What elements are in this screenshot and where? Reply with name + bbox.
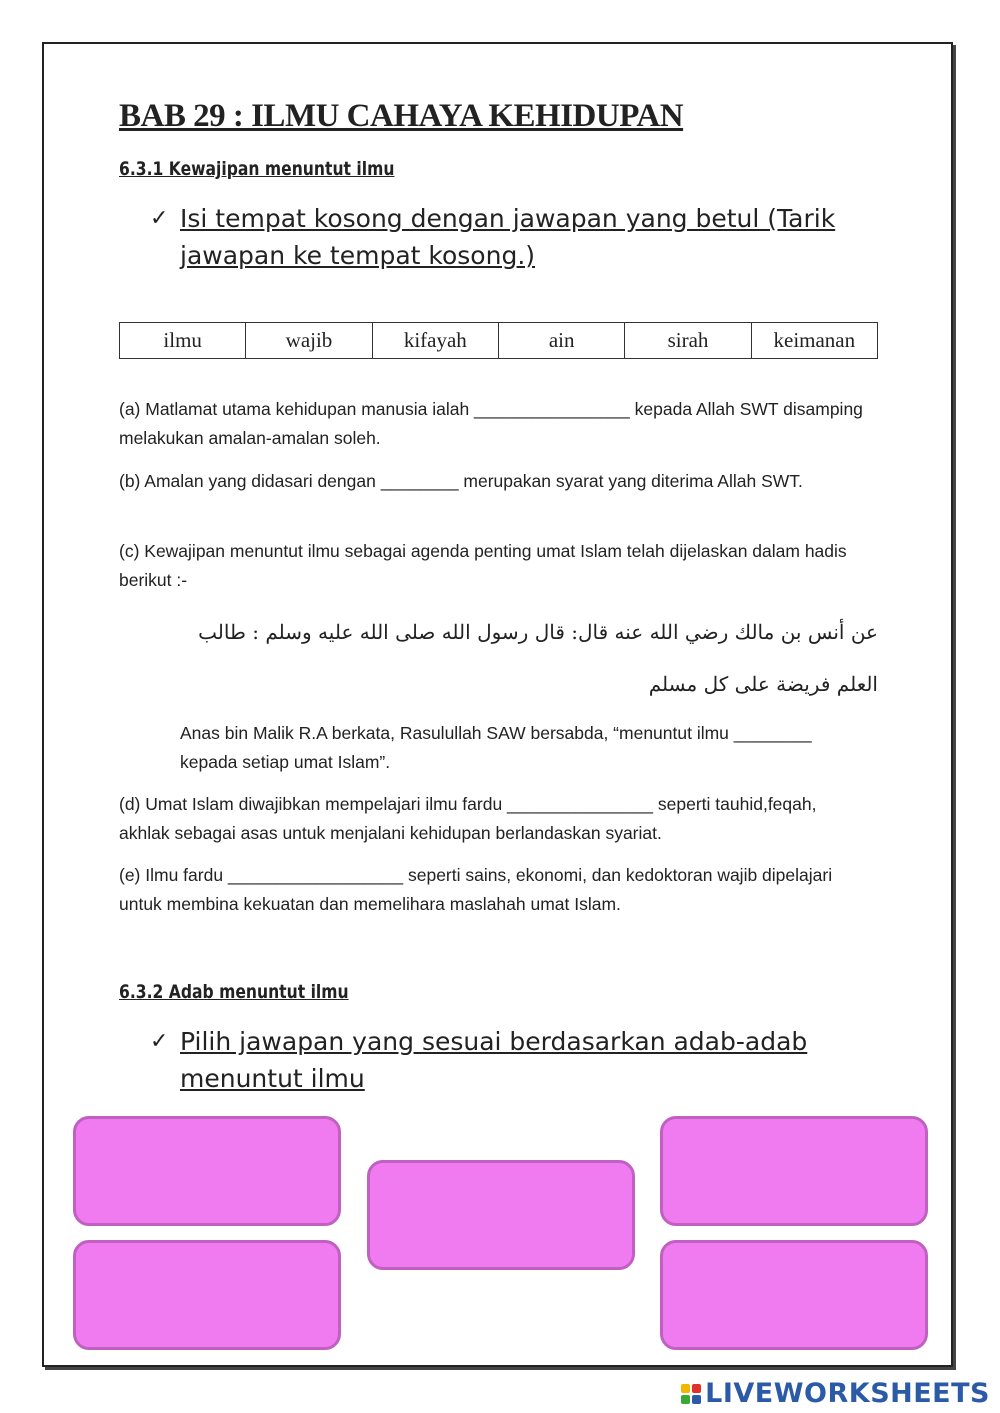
check-icon: ✓ — [150, 1029, 169, 1054]
instruction-choose — [150, 1023, 870, 1097]
liveworksheets-logo — [681, 1378, 990, 1409]
answer-box[interactable] — [660, 1240, 928, 1350]
question-a: (a) Matlamat utama kehidupan manusia ialah ________________ kepada Allah SWT disamping melakukan amalan-amalan soleh. — [119, 399, 863, 448]
word-bank-item[interactable]: ilmu — [120, 323, 246, 359]
answer-box[interactable] — [367, 1160, 635, 1270]
answer-box[interactable] — [73, 1240, 341, 1350]
hadith-arabic: عن أنس بن مالك رضي الله عنه قال: قال رسول الله صلى الله عليه وسلم : طالب العلم فريضة على كل مسلم — [198, 620, 878, 696]
answer-box[interactable] — [73, 1116, 341, 1226]
question-d: (d) Umat Islam diwajibkan mempelajari ilmu fardu _______________ seperti tauhid,feqah, akhlak sebagai asas untuk menjalani kehidupan berlandaskan syariat. — [119, 794, 817, 843]
word-bank — [119, 322, 878, 359]
section-heading-kewajipan: 6.3.1 Kewajipan menuntut ilmu — [119, 158, 395, 180]
word-bank-item[interactable]: ain — [498, 323, 624, 359]
word-bank-item[interactable]: sirah — [625, 323, 751, 359]
section-heading-adab: 6.3.2 Adab menuntut ilmu — [119, 981, 349, 1003]
answer-box[interactable] — [660, 1116, 928, 1226]
word-bank-item[interactable]: kifayah — [372, 323, 498, 359]
hadith-translation: Anas bin Malik R.A berkata, Rasulullah SAW bersabda, “menuntut ilmu ________ kepada setiap umat Islam”. — [180, 723, 812, 772]
word-bank-item[interactable]: keimanan — [751, 323, 877, 359]
instruction-fill-blanks — [150, 200, 870, 274]
check-icon: ✓ — [150, 206, 169, 231]
word-bank-item[interactable]: wajib — [246, 323, 372, 359]
question-e: (e) Ilmu fardu __________________ seperti sains, ekonomi, dan kedoktoran wajib dipelajari untuk membina kekuatan dan memelihara maslahah umat Islam. — [119, 865, 833, 914]
logo-text: LIVEWORKSHEETS — [705, 1378, 990, 1409]
logo-icon — [681, 1384, 701, 1404]
page-title: BAB 29 : ILMU CAHAYA KEHIDUPAN — [119, 98, 684, 134]
question-b: (b) Amalan yang didasari dengan ________ merupakan syarat yang diterima Allah SWT. — [119, 471, 803, 491]
question-c: (c) Kewajipan menuntut ilmu sebagai agenda penting umat Islam telah dijelaskan dalam hadis berikut :- — [119, 541, 847, 590]
instruction-text: Isi tempat kosong dengan jawapan yang betul (Tarik jawapan ke tempat kosong.) — [180, 204, 836, 270]
instruction-text: Pilih jawapan yang sesuai berdasarkan adab-adab menuntut ilmu — [180, 1027, 808, 1093]
